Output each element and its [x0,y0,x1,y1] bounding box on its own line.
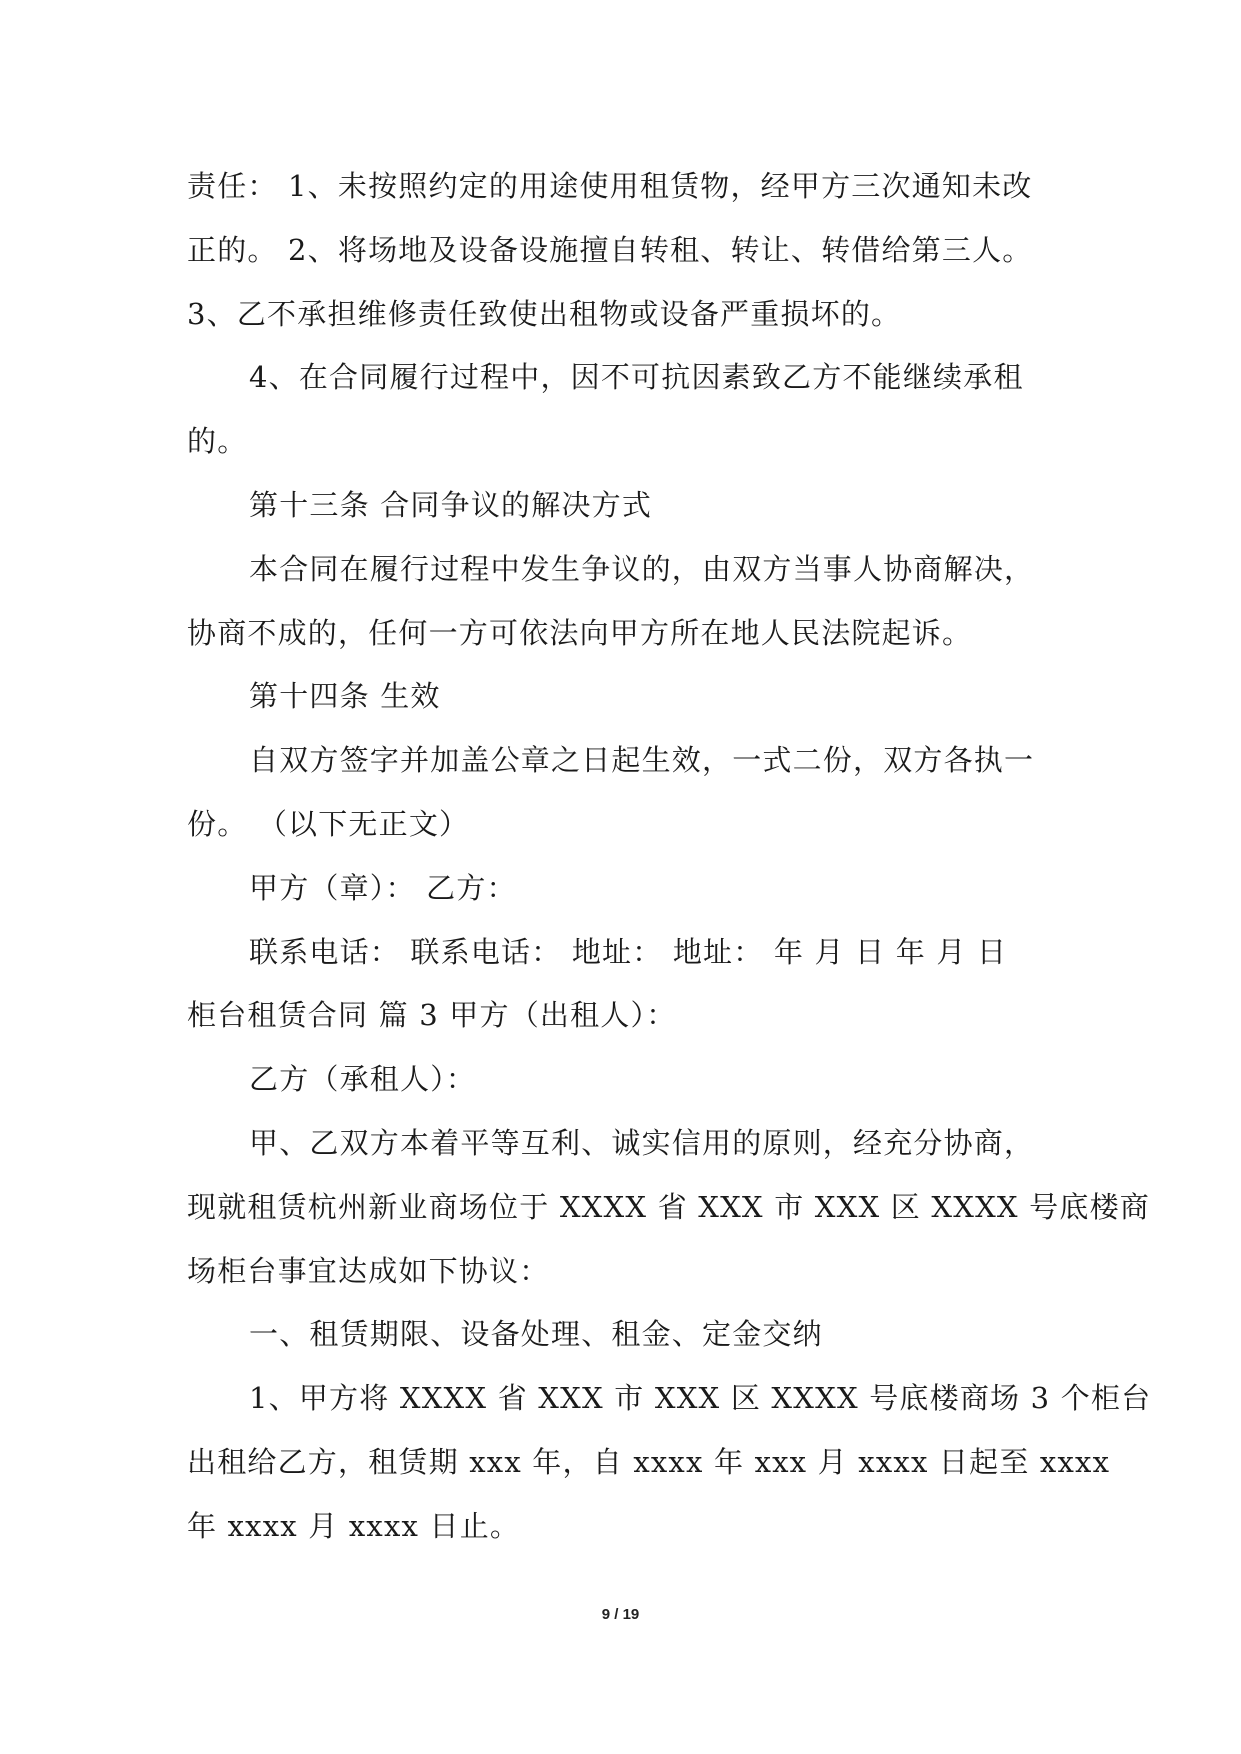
document-body [187,155,1152,1559]
text-line: 甲、乙双方本着平等互利、诚实信用的原则，经充分协商， [249,1125,1035,1160]
page-number: 9 / 19 [601,1606,640,1623]
text-line: 现就租赁杭州新业商场位于 XXXX 省 XXX 市 XXX 区 XXXX 号底楼商 [187,1189,1150,1224]
text-line: 年 xxxx 月 xxxx 日止。 [187,1508,521,1543]
text-line: 份。 （以下无正文） [187,806,470,841]
section-heading-13: 第十三条 合同争议的解决方式 [249,487,653,522]
text-line: 协商不成的，任何一方可依法向甲方所在地人民法院起诉。 [187,615,973,650]
text-line: 责任： 1、未按照约定的用途使用租赁物，经甲方三次通知未改 [187,169,1033,203]
text-line: 的。 [187,424,248,459]
signature-line: 甲方（章）： 乙方： [249,870,517,905]
text-line: 自双方签字并加盖公章之日起生效，一式二份，双方各执一 [249,743,1035,778]
contact-line: 联系电话： 联系电话： 地址： 地址： 年 月 日 年 月 日 [249,934,1008,969]
text-line: 4、在合同履行过程中，因不可抗因素致乙方不能继续承租 [249,360,1024,395]
text-line: 场柜台事宜达成如下协议： [187,1253,550,1288]
contract-title: 柜台租赁合同 篇 3 甲方（出租人）： [187,998,677,1033]
section-heading-1: 一、租赁期限、设备处理、租金、定金交纳 [249,1317,823,1352]
text-line: 3、乙不承担维修责任致使出租物或设备严重损坏的。 [187,296,902,331]
text-line: 正的。 2、将场地及设备设施擅自转租、转让、转借给第三人。 [187,232,1033,267]
text-line: 出租给乙方，租赁期 xxx 年，自 xxxx 年 xxx 月 xxxx 日起至 xxxx [187,1444,1111,1479]
text-line: 本合同在履行过程中发生争议的，由双方当事人协商解决， [249,551,1035,586]
text-line: 1、甲方将 XXXX 省 XXX 市 XXX 区 XXXX 号底楼商场 3 个柜台 [249,1381,1152,1416]
section-heading-14: 第十四条 生效 [249,679,441,714]
party-b-line: 乙方（承租人）： [249,1062,477,1097]
